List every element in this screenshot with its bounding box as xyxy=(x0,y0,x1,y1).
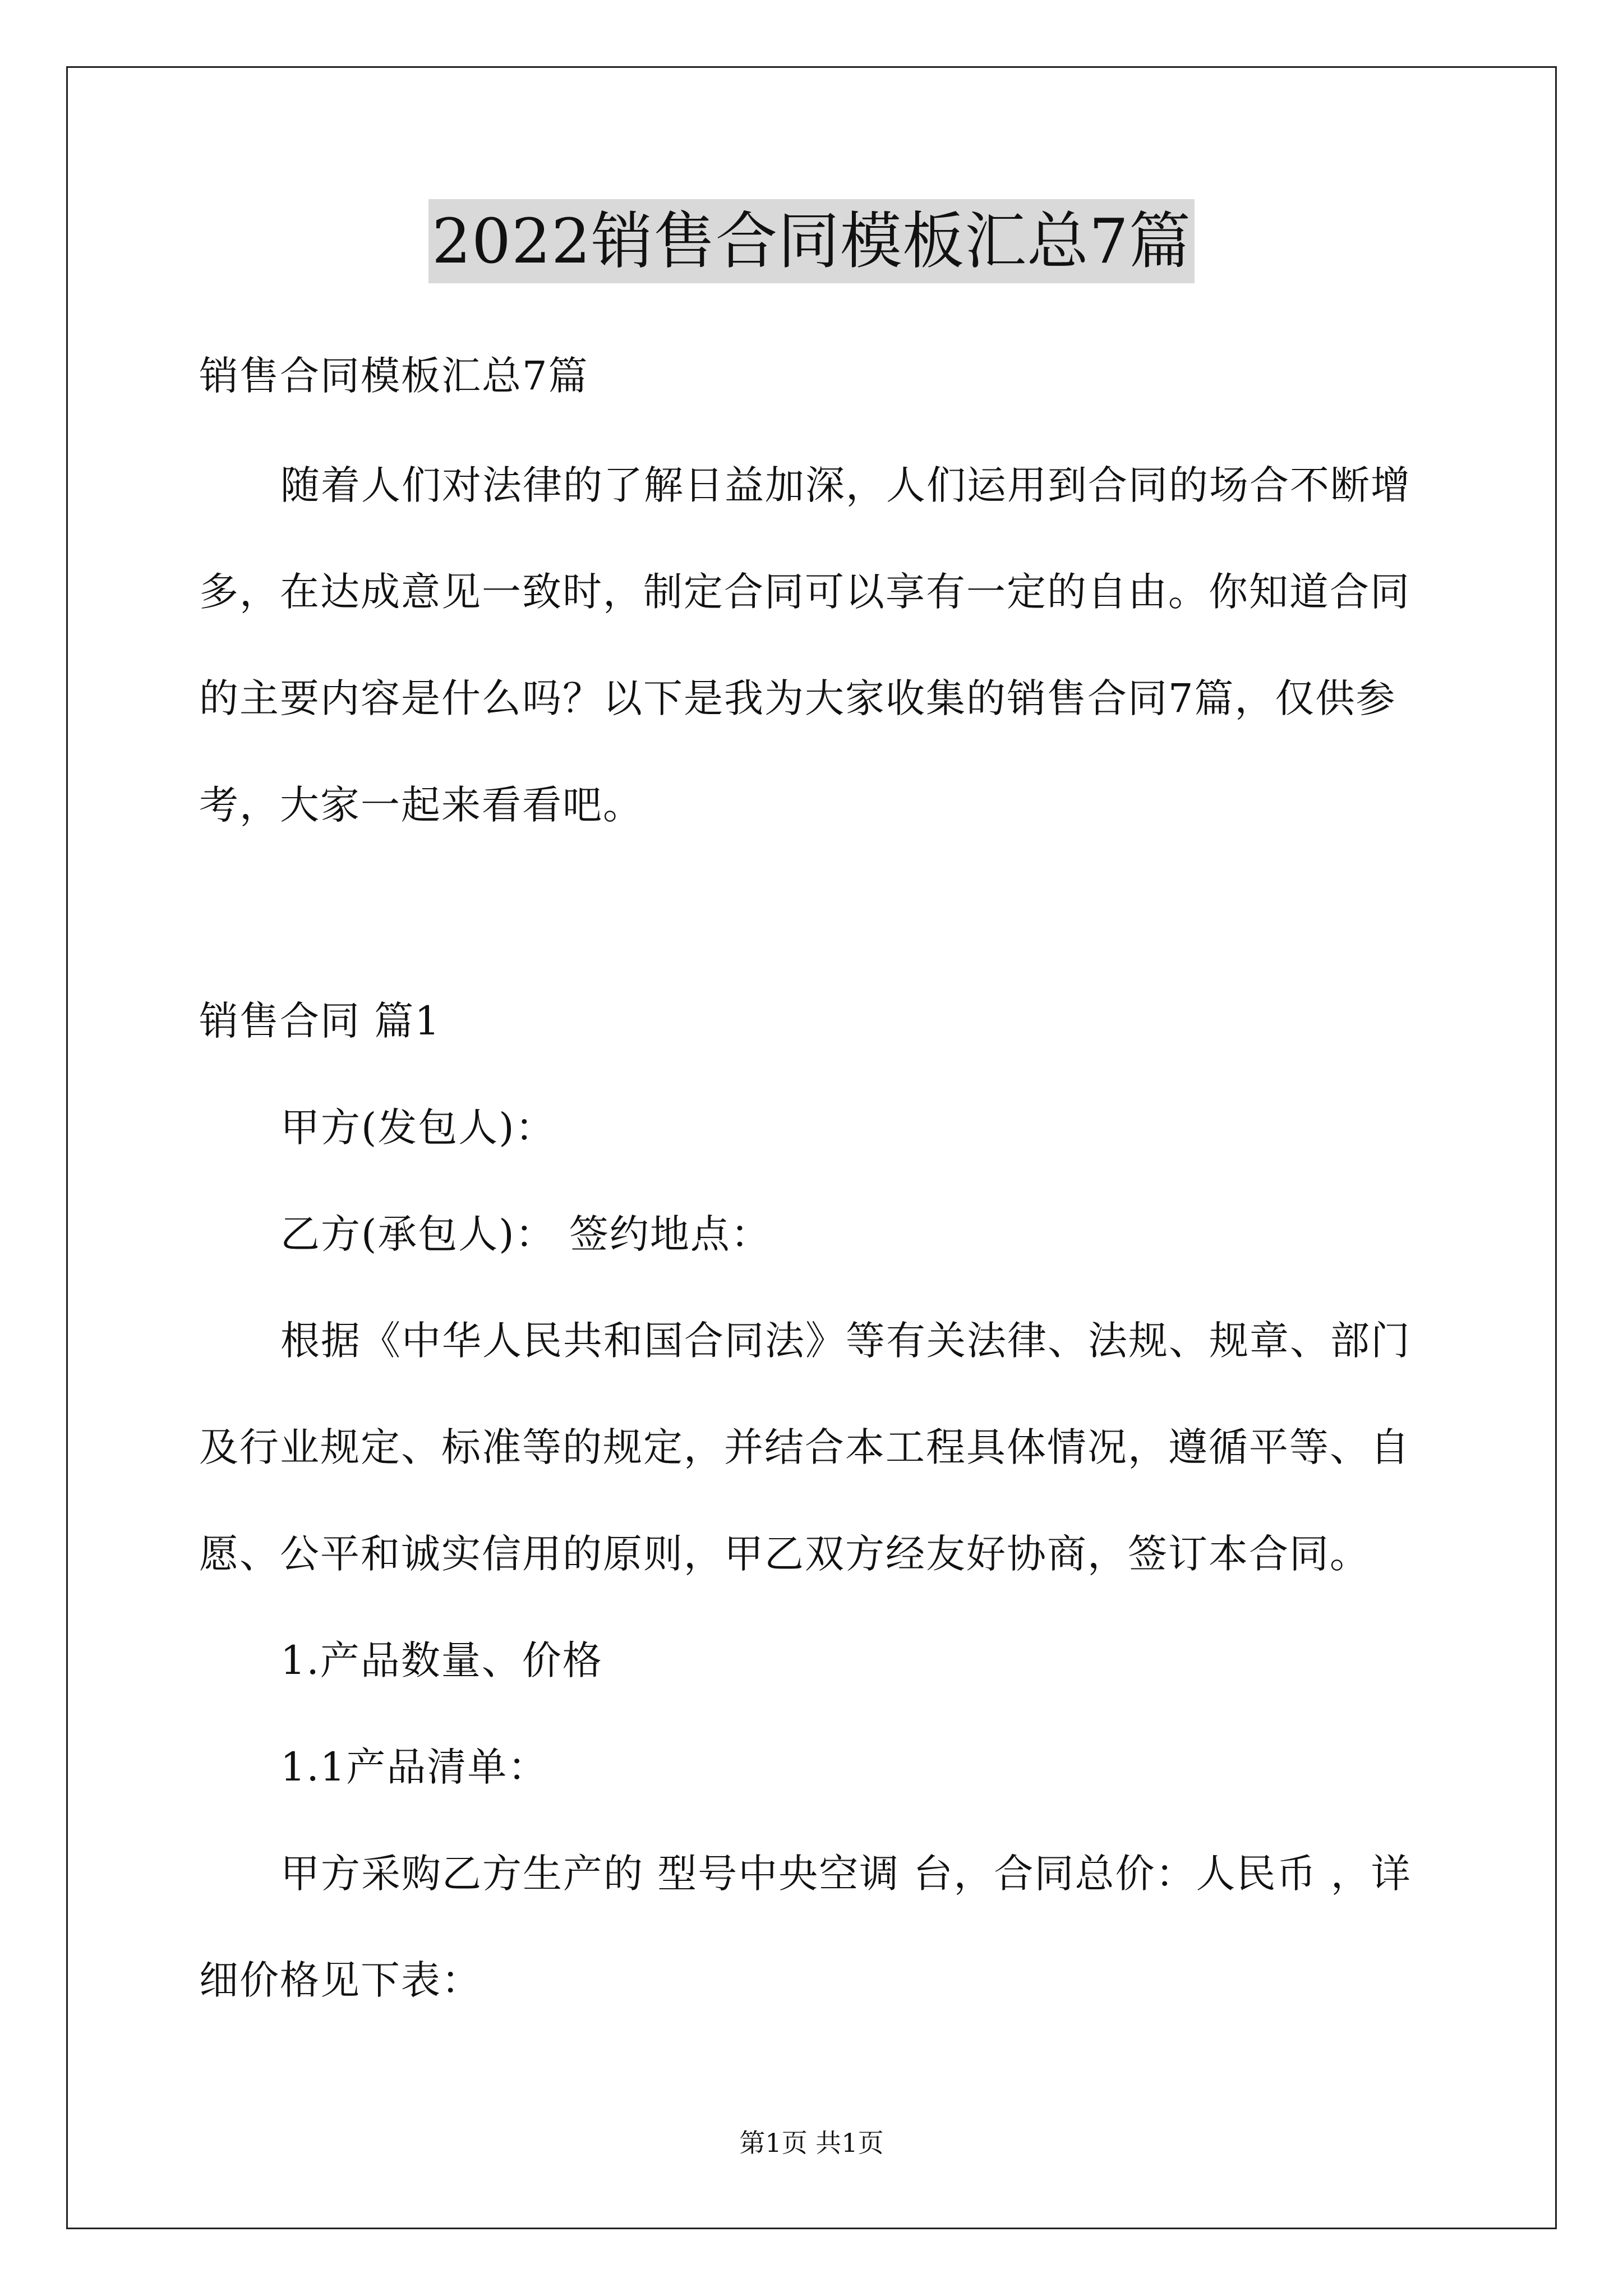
basis-line-1: 根据《中华人民共和国合同法》等有关法律、法规、规章、部门 xyxy=(280,1318,1411,1364)
intro-line-2: 多，在达成意见一致时，制定合同可以享有一定的自由。你知道合同 xyxy=(199,569,1410,615)
document-title: 2022销售合同模板汇总7篇 xyxy=(428,199,1195,283)
basis-line-2: 及行业规定、标准等的规定，并结合本工程具体情况，遵循平等、自 xyxy=(199,1424,1410,1470)
intro-line-1: 随着人们对法律的了解日益加深，人们运用到合同的场合不断增 xyxy=(280,462,1411,508)
intro-line-4: 考，大家一起来看看吧。 xyxy=(199,782,643,828)
page-footer: 第1页 共1页 xyxy=(739,2128,884,2158)
purchase-line-2: 细价格见下表： xyxy=(199,1957,482,2003)
basis-line-3: 愿、公平和诚实信用的原则，甲乙双方经友好协商，签订本合同。 xyxy=(199,1531,1370,1577)
clause-1-heading: 1.产品数量、价格 xyxy=(280,1637,603,1683)
clause-1-1-heading: 1.1产品清单： xyxy=(280,1744,548,1790)
party-b-line: 乙方(承包人)： 签约地点： xyxy=(280,1211,771,1257)
purchase-line-1: 甲方采购乙方生产的 型号中央空调 台，合同总价：人民币 ，详 xyxy=(280,1851,1412,1897)
intro-line-3: 的主要内容是什么吗？以下是我为大家收集的销售合同7篇，仅供参 xyxy=(199,675,1396,721)
document-title-wrap xyxy=(0,199,1623,283)
party-a-line: 甲方(发包人)： xyxy=(280,1105,556,1151)
section-heading: 销售合同 篇1 xyxy=(199,998,441,1044)
document-subtitle: 销售合同模板汇总7篇 xyxy=(199,353,589,399)
